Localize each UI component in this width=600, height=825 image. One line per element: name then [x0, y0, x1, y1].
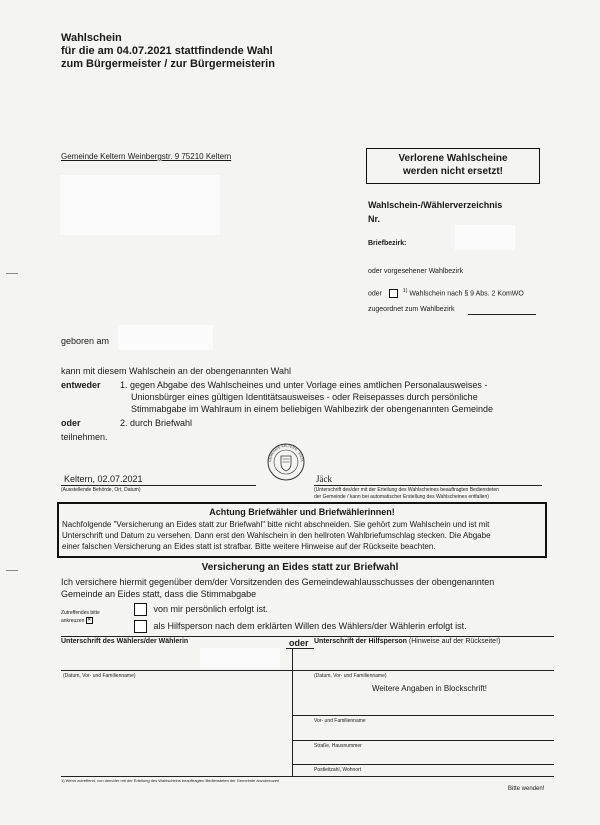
municipal-seal-icon	[266, 442, 306, 482]
attention-line2: Unterschrift und Datum zu versehen. Dann erst den Wahlschein in den hellroten Wahlbriefumschlag stecken. Die Abgabe	[62, 531, 491, 540]
helper-signature-label: Unterschrift der Hilfsperson	[314, 638, 407, 645]
tick-label2-text: ankreuzen	[61, 617, 85, 624]
register-nr-label: Nr.	[368, 214, 381, 224]
header-title: Wahlschein	[61, 32, 122, 44]
seal-text: GEMEINDE KELTERN · ENZK	[267, 443, 305, 463]
lost-notice-line2: werden nicht ersetzt!	[402, 166, 504, 177]
born-label: geboren am	[61, 336, 110, 346]
oath-line2: Gemeinde an Eides statt, dass die Stimmabgabe	[61, 589, 257, 599]
redacted-birthdate	[118, 325, 213, 350]
name-line	[292, 715, 554, 716]
tick-label2	[61, 617, 93, 624]
entweder-label: entweder	[61, 380, 101, 390]
register-title: Wahlschein-/Wählerverzeichnis	[368, 200, 503, 210]
choice1-checkbox[interactable]	[134, 603, 147, 616]
helper-date-name-caption: (Datum, Vor- und Familienname)	[314, 673, 387, 679]
turn-over-note: Bitte wenden!	[508, 786, 545, 792]
block-letters-note: Weitere Angaben in Blockschrift!	[372, 684, 488, 693]
briefbezirk-label: Briefbezirk:	[368, 240, 407, 247]
choice1-text: von mir persönlich erfolgt ist.	[153, 603, 269, 614]
option1-line1: 1. gegen Abgabe des Wahlscheines und unter Vorlage eines amtlichen Personalausweises -	[120, 380, 488, 390]
header-election-date: für die am 04.07.2021 stattfindende Wahl	[61, 45, 273, 57]
oder-underline	[286, 648, 314, 649]
municipality-address: Gemeinde Keltern Weinbergstr. 9 75210 Keltern	[61, 152, 232, 161]
attention-title: Achtung Briefwähler und Briefwählerinnen!	[209, 507, 395, 517]
header-office: zum Bürgermeister / zur Bürgermeisterin	[61, 58, 275, 70]
redacted-register-number	[455, 225, 515, 250]
oath-line1: Ich versichere hiermit gegenüber dem/der Vorsitzenden des Gemeindewahlausschusses der obengenannten	[61, 577, 495, 587]
choice2-row	[134, 620, 467, 633]
zip-line	[292, 764, 554, 765]
issue-place-line	[61, 485, 256, 486]
voter-signature-label: Unterschrift des Wählers/der Wählerin	[61, 638, 189, 645]
lost-notice-line1: Verlorene Wahlscheine	[398, 153, 508, 164]
option1-line2: Unionsbürger eines gültigen Identitätsausweises - oder Reisepasses durch persönliche	[131, 392, 478, 402]
attention-line3: einer falschen Versicherung an Eides statt ist strafbar. Bitte weitere Hinweise auf der Rückseite beachten.	[62, 542, 436, 551]
oder-label: oder	[61, 418, 81, 428]
vote-intro: kann mit diesem Wahlschein an der obengenannten Wahl	[61, 366, 291, 376]
signature-table-top	[61, 636, 554, 637]
oath-title: Versicherung an Eides statt zur Briefwahl	[201, 562, 399, 573]
signature-oder: oder	[289, 638, 309, 648]
helper-hint: (Hinweise auf der Rückseite!)	[408, 638, 501, 645]
issue-place-date: Keltern, 02.07.2021	[64, 474, 143, 484]
assigned-district-line	[468, 314, 536, 315]
paragraph-checkbox[interactable]	[389, 289, 398, 298]
assigned-district-text: zugeordnet zum Wahlbezirk	[368, 306, 455, 313]
name-caption: Vor- und Familienname	[314, 718, 366, 724]
issuer-caption-line2: der Gemeinde / kann bei automatischer Erstellung des Wahlscheines entfallen)	[314, 494, 489, 500]
street-caption: Straße, Hausnummer	[314, 743, 362, 749]
alt-district-text: oder vorgesehener Wahlbezirk	[368, 268, 464, 275]
signature-table-bottom	[61, 776, 554, 777]
issue-place-caption: (Ausstellende Behörde, Ort, Datum)	[61, 487, 141, 493]
street-line	[292, 740, 554, 741]
attention-box	[57, 502, 547, 558]
redacted-address	[60, 175, 220, 235]
redacted-voter-signature	[200, 648, 280, 668]
option1-line3: Stimmabgabe im Wahlraum in einem beliebigen Wahlbezirk der obengenannten Gemeinde	[131, 404, 494, 414]
issuer-signature-line	[314, 485, 542, 486]
option2: 2. durch Briefwahl	[120, 418, 193, 428]
choice2-checkbox[interactable]	[134, 620, 147, 633]
footnote-mark: 1)	[402, 288, 408, 294]
voter-signature-line	[61, 670, 292, 671]
paragraph-text: Wahlschein nach § 9 Abs. 2 KomWO	[409, 290, 524, 298]
choice1-row	[134, 603, 268, 616]
issuer-signature: Jäck	[316, 474, 332, 484]
fold-mark	[6, 273, 18, 274]
signature-divider	[292, 648, 293, 776]
tick-label1: Zutreffendes bitte	[61, 610, 100, 616]
footnote: 1) Wenn zutreffend, von dem/der mit der Erteilung des Wahlscheins beauftragten Bediensteten der Gemeinde anzukreuzen	[61, 778, 280, 783]
tick-example-icon: ✕	[87, 617, 92, 623]
attention-line1: Nachfolgende "Versicherung an Eides statt zur Briefwahl" bitte nicht abschneiden. Sie gehört zum Wahlschein und ist mit	[62, 520, 490, 529]
teilnehmen: teilnehmen.	[61, 432, 108, 442]
svg-text:GEMEINDE KELTERN · ENZKREIS ·	[266, 442, 304, 463]
issuer-caption-line1: (Unterschrift des/der mit der Erteilung des Wahlscheines beauftragten Bediensteten	[314, 487, 499, 493]
paragraph-oder: oder	[368, 290, 383, 298]
helper-signature-heading	[314, 638, 500, 645]
zip-caption: Postleitzahl, Wohnort	[314, 767, 362, 773]
helper-signature-line	[292, 670, 554, 671]
paragraph-line	[368, 288, 524, 298]
choice2-text: als Hilfsperson nach dem erklärten Willen des Wählers/der Wählerin erfolgt ist.	[153, 620, 467, 631]
voter-date-name-caption: (Datum, Vor- und Familienname)	[63, 673, 136, 679]
lost-notice-box	[366, 148, 540, 184]
